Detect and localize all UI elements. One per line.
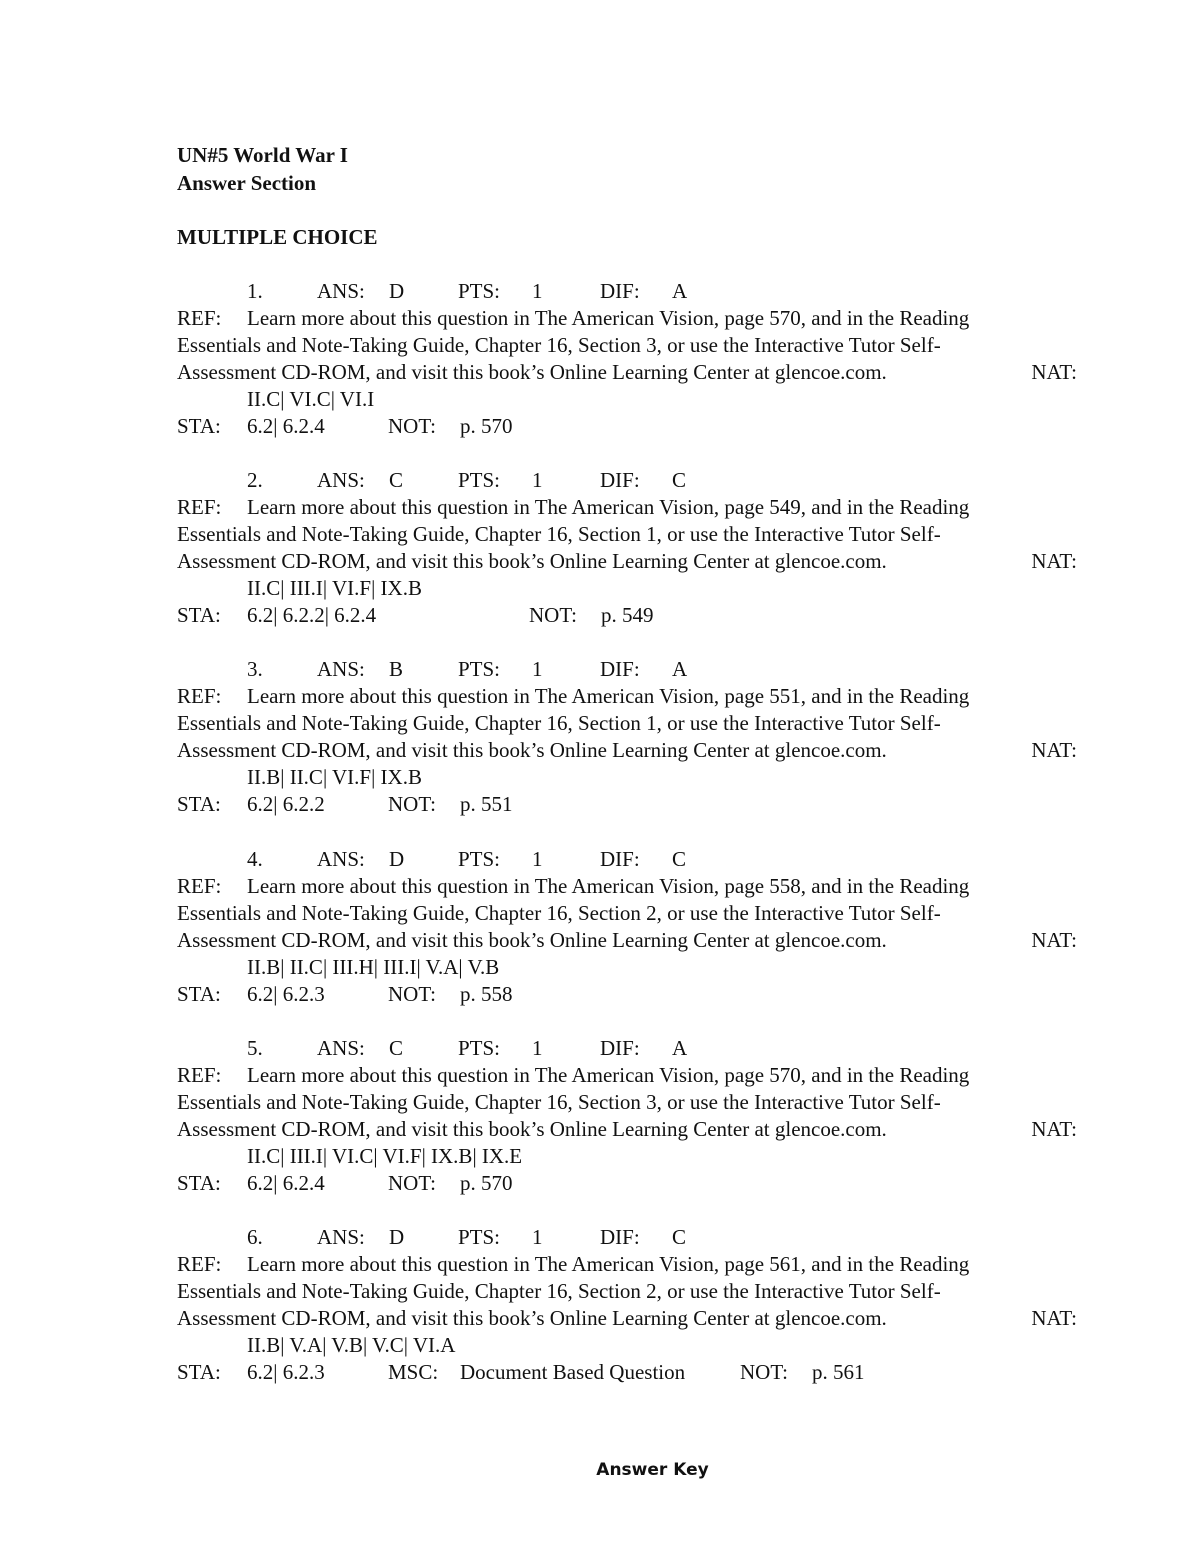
not-value: p. 570 [460, 414, 513, 438]
not-value: p. 551 [460, 792, 513, 817]
reference-text: Assessment CD-ROM, and visit this book’s Online Learning Center at glencoe.com. [177, 1116, 887, 1141]
pts-label: PTS: [458, 279, 501, 303]
nat-value: II.C| III.I| VI.F| IX.B [247, 576, 422, 601]
document-title: UN#5 World War I [177, 143, 348, 167]
sta-label: STA: [177, 414, 221, 438]
not-value: p. 549 [601, 603, 654, 628]
not-value: p. 570 [460, 1170, 513, 1195]
ref-label: REF: [177, 684, 222, 709]
reference-line [177, 333, 1077, 360]
reference-text: Learn more about this question in The American Vision, page 551, and in the Reading [247, 684, 970, 709]
nat-line [177, 1333, 1077, 1360]
difficulty-value: A [672, 1035, 688, 1060]
question-number: 3. [247, 657, 263, 682]
pts-label: PTS: [458, 1035, 501, 1060]
points-value: 1 [532, 657, 543, 682]
not-label: NOT: [388, 981, 436, 1006]
question-header [177, 847, 1077, 874]
points-value: 1 [532, 846, 543, 871]
reference-text: Assessment CD-ROM, and visit this book’s Online Learning Center at glencoe.com. [177, 360, 887, 384]
nat-value: II.C| VI.C| VI.I [247, 387, 375, 411]
nat-label: NAT: [1031, 549, 1077, 574]
dif-label: DIF: [600, 846, 640, 871]
dif-label: DIF: [600, 468, 640, 493]
nat-line [177, 1144, 1077, 1171]
ans-label: ANS: [317, 279, 365, 303]
pts-label: PTS: [458, 468, 501, 493]
sta-label: STA: [177, 603, 221, 628]
points-value: 1 [532, 468, 543, 493]
ans-label: ANS: [317, 1035, 365, 1060]
reference-text: Essentials and Note-Taking Guide, Chapter 16, Section 2, or use the Interactive Tutor Self- [177, 1279, 941, 1303]
question-number: 2. [247, 468, 263, 493]
reference-text: Essentials and Note-Taking Guide, Chapter 16, Section 1, or use the Interactive Tutor Self- [177, 711, 941, 736]
question-header [177, 279, 1077, 306]
sta-line [177, 603, 1077, 630]
difficulty-value: A [672, 657, 688, 682]
nat-value: II.B| II.C| III.H| III.I| V.A| V.B [247, 954, 500, 979]
sta-line [177, 1171, 1077, 1198]
sta-value: 6.2| 6.2.2 [247, 792, 325, 817]
reference-line [177, 1252, 1077, 1279]
document-subtitle: Answer Section [177, 171, 317, 195]
sta-label: STA: [177, 981, 221, 1006]
dif-label: DIF: [600, 279, 640, 303]
question-number: 4. [247, 846, 263, 871]
difficulty-value: A [672, 279, 688, 303]
question-header [177, 468, 1077, 495]
question-number: 6. [247, 1225, 263, 1249]
dif-label: DIF: [600, 657, 640, 682]
nat-label: NAT: [1031, 927, 1077, 952]
reference-line [177, 684, 1077, 711]
reference-text: Essentials and Note-Taking Guide, Chapter 16, Section 2, or use the Interactive Tutor Self- [177, 900, 941, 925]
not-value: p. 558 [460, 981, 513, 1006]
reference-line [177, 1063, 1077, 1090]
reference-text: Essentials and Note-Taking Guide, Chapter 16, Section 3, or use the Interactive Tutor Self- [177, 1089, 941, 1114]
not-label: NOT: [740, 1360, 788, 1384]
nat-line [177, 387, 1077, 414]
sta-value: 6.2| 6.2.4 [247, 1170, 325, 1195]
question-number: 1. [247, 279, 263, 303]
answer-value: D [389, 279, 405, 303]
nat-line [177, 955, 1077, 982]
not-label: NOT: [529, 603, 577, 628]
question-header [177, 1225, 1077, 1252]
reference-text: Assessment CD-ROM, and visit this book’s Online Learning Center at glencoe.com. [177, 1306, 887, 1330]
answer-value: B [389, 657, 404, 682]
reference-line [177, 928, 1077, 955]
reference-text: Assessment CD-ROM, and visit this book’s Online Learning Center at glencoe.com. [177, 549, 887, 574]
ref-label: REF: [177, 495, 222, 520]
ref-label: REF: [177, 873, 222, 898]
reference-line [177, 1117, 1077, 1144]
reference-line [177, 901, 1077, 928]
reference-text: Learn more about this question in The American Vision, page 558, and in the Reading [247, 873, 970, 898]
sta-label: STA: [177, 1360, 221, 1384]
pts-label: PTS: [458, 1225, 501, 1249]
sta-label: STA: [177, 1170, 221, 1195]
ans-label: ANS: [317, 657, 365, 682]
answer-value: D [389, 846, 405, 871]
reference-line [177, 738, 1077, 765]
ans-label: ANS: [317, 1225, 365, 1249]
ref-label: REF: [177, 1062, 222, 1087]
question-header [177, 1036, 1077, 1063]
answer-value: C [389, 1035, 404, 1060]
nat-label: NAT: [1031, 360, 1077, 384]
difficulty-value: C [672, 1225, 687, 1249]
reference-text: Assessment CD-ROM, and visit this book’s Online Learning Center at glencoe.com. [177, 927, 887, 952]
dif-label: DIF: [600, 1035, 640, 1060]
reference-line [177, 522, 1077, 549]
dif-label: DIF: [600, 1225, 640, 1249]
sta-line [177, 1360, 1077, 1387]
reference-line [177, 1306, 1077, 1333]
sta-label: STA: [177, 792, 221, 817]
nat-line [177, 765, 1077, 792]
reference-text: Learn more about this question in The American Vision, page 570, and in the Reading [247, 306, 970, 330]
msc-value: Document Based Question [460, 1360, 686, 1384]
reference-line [177, 495, 1077, 522]
reference-line [177, 360, 1077, 387]
sta-value: 6.2| 6.2.4 [247, 414, 325, 438]
answer-value: D [389, 1225, 405, 1249]
nat-label: NAT: [1031, 1116, 1077, 1141]
question-header [177, 657, 1077, 684]
pts-label: PTS: [458, 657, 501, 682]
nat-label: NAT: [1031, 738, 1077, 763]
reference-line [177, 1279, 1077, 1306]
sta-value: 6.2| 6.2.2| 6.2.4 [247, 603, 377, 628]
not-label: NOT: [388, 1170, 436, 1195]
difficulty-value: C [672, 846, 687, 871]
reference-line [177, 1090, 1077, 1117]
reference-text: Essentials and Note-Taking Guide, Chapter 16, Section 3, or use the Interactive Tutor Self- [177, 333, 941, 357]
not-label: NOT: [388, 414, 436, 438]
nat-label: NAT: [1031, 1306, 1077, 1330]
not-value: p. 561 [812, 1360, 865, 1384]
answer-value: C [389, 468, 404, 493]
ans-label: ANS: [317, 468, 365, 493]
points-value: 1 [532, 1035, 543, 1060]
reference-text: Learn more about this question in The American Vision, page 561, and in the Reading [247, 1252, 970, 1276]
reference-line [177, 306, 1077, 333]
ans-label: ANS: [317, 846, 365, 871]
reference-text: Essentials and Note-Taking Guide, Chapter 16, Section 1, or use the Interactive Tutor Self- [177, 522, 941, 547]
msc-label: MSC: [388, 1360, 439, 1384]
sta-line [177, 414, 1077, 441]
ref-label: REF: [177, 306, 222, 330]
pts-label: PTS: [458, 846, 501, 871]
reference-line [177, 549, 1077, 576]
points-value: 1 [532, 1225, 543, 1249]
sta-value: 6.2| 6.2.3 [247, 1360, 325, 1384]
reference-text: Assessment CD-ROM, and visit this book’s Online Learning Center at glencoe.com. [177, 738, 887, 763]
points-value: 1 [532, 279, 543, 303]
nat-value: II.B| II.C| VI.F| IX.B [247, 765, 422, 790]
sta-line [177, 982, 1077, 1009]
sta-line [177, 792, 1077, 819]
difficulty-value: C [672, 468, 687, 493]
reference-text: Learn more about this question in The American Vision, page 570, and in the Reading [247, 1062, 970, 1087]
not-label: NOT: [388, 792, 436, 817]
sta-value: 6.2| 6.2.3 [247, 981, 325, 1006]
ref-label: REF: [177, 1252, 222, 1276]
nat-value: II.C| III.I| VI.C| VI.F| IX.B| IX.E [247, 1143, 523, 1168]
reference-line [177, 711, 1077, 738]
section-heading: MULTIPLE CHOICE [177, 225, 378, 249]
reference-line [177, 874, 1077, 901]
nat-value: II.B| V.A| V.B| V.C| VI.A [247, 1333, 456, 1357]
question-number: 5. [247, 1035, 263, 1060]
reference-text: Learn more about this question in The American Vision, page 549, and in the Reading [247, 495, 970, 520]
nat-line [177, 576, 1077, 603]
page-footer: Answer Key [596, 1460, 709, 1480]
